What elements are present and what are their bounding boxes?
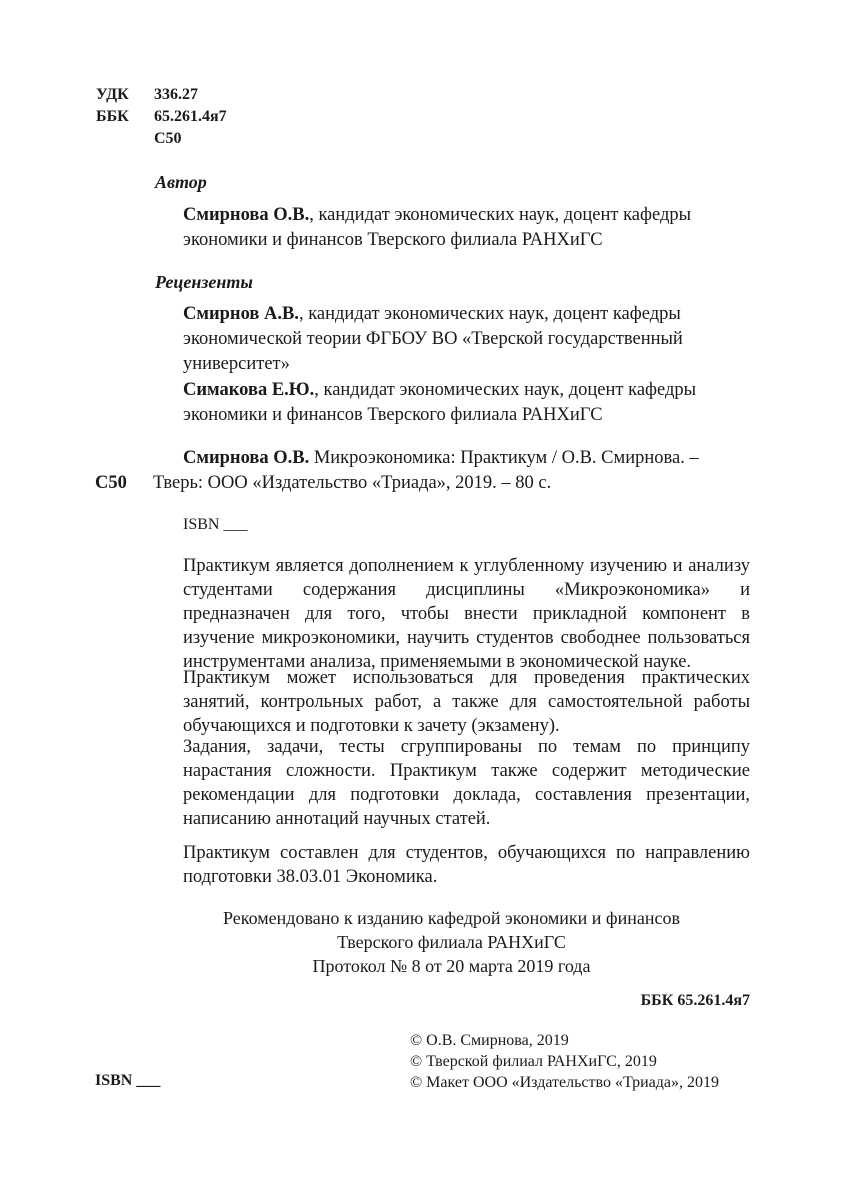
- audience-paragraph: [153, 841, 750, 889]
- annotation-paragraph-3: [153, 735, 750, 831]
- reviewer-name-2: Симакова Е.Ю.: [183, 380, 315, 400]
- author-name: Смирнова О.В.: [183, 205, 310, 225]
- annotation-text-1: Практикум является дополнением к углубленному изучению и анализу студентами содержания дисциплины «Микроэкономика» и предназначен для того, чтобы внести прикладной компонент в изучение микроэкономики, научить студентов свободнее пользоваться инструментами анализа, применяемыми в экономической науке.: [183, 556, 750, 672]
- reviewer-2-line-1: кандидат экономических наук, доцент кафедры: [323, 380, 697, 400]
- citation-line-1: [183, 448, 699, 469]
- recommendation-line-1: Рекомендовано к изданию кафедрой экономики и финансов: [223, 908, 680, 928]
- recommendation-line-2: Тверского филиала РАНХиГС: [337, 932, 566, 952]
- author-line-2: экономики и финансов Тверского филиала РАНХиГС: [183, 230, 603, 250]
- author-line-1: кандидат экономических наук, доцент кафедры: [318, 205, 692, 225]
- bbk-value: 65.261.4я7: [154, 108, 227, 125]
- audience-text: Практикум составлен для студентов, обучающихся по направлению подготовки 38.03.01 Экономика.: [183, 843, 750, 887]
- annotation-paragraph-2: [153, 666, 750, 738]
- isbn-inner: ISBN ___: [183, 516, 248, 533]
- reviewer-entry-2: Симакова Е.Ю., кандидат экономических наук, доцент кафедры экономики и финансов Тверского филиала РАНХиГС: [183, 380, 697, 425]
- udk-value: 336.27: [154, 86, 198, 103]
- reviewer-1-line-1: кандидат экономических наук, доцент кафедры: [308, 304, 681, 324]
- citation-margin-sign: С50: [95, 473, 127, 493]
- reviewer-2-line-2: экономики и финансов Тверского филиала РАНХиГС: [183, 405, 603, 425]
- reviewer-1-line-3: университет»: [183, 354, 290, 374]
- author-sign: С50: [154, 130, 182, 147]
- copyright-3: © Макет ООО «Издательство «Триада», 2019: [410, 1074, 720, 1091]
- author-entry: Смирнова О.В., кандидат экономических наук, доцент кафедры экономики и финансов Тверского филиала РАНХиГС: [183, 205, 692, 250]
- udk-label: УДК: [96, 86, 129, 103]
- copyright-2: © Тверской филиал РАНХиГС, 2019: [410, 1053, 657, 1070]
- isbn-footer: ISBN ___: [95, 1072, 161, 1089]
- citation-author: Смирнова О.В.: [183, 448, 310, 468]
- recommendation-line-3: Протокол № 8 от 20 марта 2019 года: [312, 956, 591, 976]
- bbk-footer: ББК 65.261.4я7: [640, 992, 750, 1009]
- copyright-1: © О.В. Смирнова, 2019: [410, 1032, 569, 1049]
- bbk-label: ББК: [96, 108, 129, 125]
- reviewer-entry-1: Смирнов А.В., кандидат экономических наук, доцент кафедры экономической теории ФГБОУ ВО «Тверской государственный университет»: [183, 304, 683, 374]
- citation-line-2: Тверь: ООО «Издательство «Триада», 2019. – 80 с.: [153, 473, 552, 493]
- citation-title: Микроэкономика: Практикум / О.В. Смирнова. –: [313, 448, 699, 468]
- annotation-paragraph-1: [153, 554, 750, 674]
- author-heading: Автор: [155, 172, 207, 192]
- annotation-text-2: Практикум может использоваться для проведения практических занятий, контрольных работ, а также для самостоятельной работы обучающихся и подготовки к зачету (экзамену).: [183, 668, 750, 736]
- reviewers-heading: Рецензенты: [155, 272, 253, 292]
- reviewer-name-1: Смирнов А.В.: [183, 304, 299, 324]
- annotation-text-3: Задания, задачи, тесты сгруппированы по темам по принципу нарастания сложности. Практикум также содержит методические рекомендации для подготовки доклада, составления презентации, написанию аннотаций научных статей.: [183, 737, 750, 829]
- reviewer-1-line-2: экономической теории ФГБОУ ВО «Тверской государственный: [183, 329, 683, 349]
